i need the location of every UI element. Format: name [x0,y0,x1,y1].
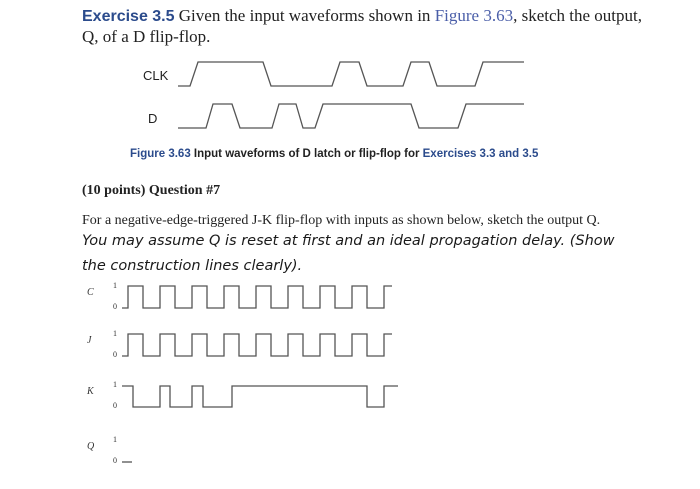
signal-j-high: 1 [113,329,117,338]
caption-text: Input waveforms of D latch or flip-flop for [190,148,423,160]
signal-c-label: C [87,287,94,298]
figure-reference-link[interactable]: Figure 3.63 [434,6,514,25]
caption-number: Figure 3.63 [130,148,191,160]
exercise-text-1: Given the input waveforms shown in [178,6,435,25]
signal-c-low: 0 [113,302,117,311]
d-label: D [148,111,158,126]
signal-k-low: 0 [113,401,117,410]
question-note-line-1: You may assume Q is reset at first and an ideal propagation delay. (Show [82,233,615,249]
signal-k-high: 1 [113,380,117,389]
question-body: For a negative-edge-triggered J-K flip-flop with inputs as shown below, sketch the output Q. [82,213,601,228]
clk-label: CLK [143,68,169,83]
signal-j-low: 0 [113,350,117,359]
signal-q-high: 1 [113,435,117,444]
signal-q-low: 0 [113,456,117,465]
caption-exercises: Exercises 3.3 and 3.5 [422,148,539,160]
signal-c-high: 1 [113,281,117,290]
signal-q-label: Q [87,441,95,452]
exercise-label: Exercise 3.5 [82,8,175,25]
j-waveform [122,334,392,356]
signal-j-label: J [87,335,92,346]
signal-k-label: K [87,386,94,397]
exercise-line-2: Q, of a D flip-flop. [82,27,211,46]
question-heading: (10 points) Question #7 [82,183,221,198]
c-waveform [122,286,392,308]
question-note-line-2: the construction lines clearly). [82,258,303,274]
k-waveform [122,386,398,407]
exercise-text-2: , sketch the output, [513,6,642,25]
